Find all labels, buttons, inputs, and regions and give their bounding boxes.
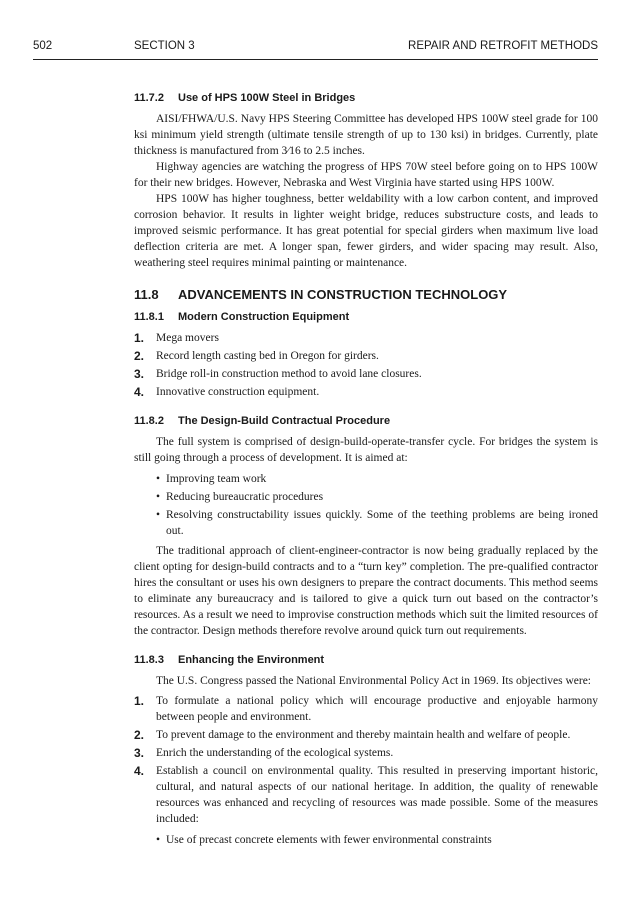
item-number: 4. (134, 385, 145, 399)
item-number: 1. (134, 331, 145, 345)
item-text: To prevent damage to the environment and thereby maintain health and welfare of people. (156, 729, 571, 741)
item-number: 1. (134, 694, 145, 708)
paragraph: Highway agencies are watching the progress of HPS 70W steel before going on to HPS 100W for their new bridges. However, Nebraska and West Virginia have started using HPS 100W. (134, 161, 598, 189)
paragraph: AISI/FHWA/U.S. Navy HPS Steering Committee has developed HPS 100W steel grade for 100 ksi minimum yield strength (ultimate tensile strength of up to 130 ksi) in bridges. Currently, plate thickness is manufactured from 3⁄16 to 2.5 inches. (134, 113, 598, 157)
numbered-list (134, 330, 598, 400)
item-text: Mega movers (156, 332, 219, 344)
section-title: Enhancing the Environment (178, 654, 325, 666)
paragraph: The full system is comprised of design-build-operate-transfer cycle. For bridges the system is still going through a process of development. It is aimed at: (134, 436, 598, 464)
section-title: Modern Construction Equipment (178, 311, 350, 323)
paragraph: HPS 100W has higher toughness, better weldability with a low carbon content, and improved corrosion behavior. It results in lighter weight bridge, reduces substructure costs, and leads to improved seismic performance. It has great potential for special girders when maximum live load deflection criteria are met. A longer span, fewer girders, and wider spacing may result. Also, weathering steel requires minimal painting or maintenance. (134, 193, 598, 269)
bullet-icon: • (156, 491, 161, 503)
header-rule (33, 59, 598, 60)
item-number: 2. (134, 349, 145, 363)
list-item (134, 727, 598, 743)
section-number: 11.8.3 (134, 654, 164, 666)
item-text: Record length casting bed in Oregon for girders. (156, 350, 379, 362)
section-heading (134, 309, 598, 325)
section-title: ADVANCEMENTS IN CONSTRUCTION TECHNOLOGY (178, 287, 508, 302)
item-text: Enrich the understanding of the ecological systems. (156, 747, 394, 759)
item-number: 3. (134, 746, 145, 760)
section-heading (134, 90, 598, 106)
section-title: Use of HPS 100W Steel in Bridges (178, 92, 356, 104)
item-text: Innovative construction equipment. (156, 386, 320, 398)
item-number: 3. (134, 367, 145, 381)
paragraph: The U.S. Congress passed the National Environmental Policy Act in 1969. Its objectives were: (156, 675, 592, 687)
section-label: SECTION 3 (134, 40, 195, 52)
bullet-list (134, 832, 598, 848)
section-heading (134, 413, 598, 429)
chapter-section-heading (134, 287, 598, 303)
item-text: Use of precast concrete elements with fewer environmental constraints (166, 834, 492, 846)
section-heading (134, 652, 598, 668)
section-title: The Design-Build Contractual Procedure (178, 415, 391, 427)
bullet-icon: • (156, 473, 161, 485)
bullet-list (134, 471, 598, 539)
section-11-8-3 (134, 652, 598, 848)
numbered-list (134, 693, 598, 827)
list-item (134, 489, 598, 505)
bullet-icon: • (156, 509, 161, 521)
section-number: 11.8.2 (134, 415, 164, 427)
section-number: 11.7.2 (134, 92, 164, 104)
body-content (134, 90, 598, 852)
item-text: Establish a council on environmental quality. This resulted in preserving important historic, cultural, and natural aspects of our national heritage. In addition, the quality of renewable resources was enhanced and recycling of resources was made possible. Some of the measures included: (156, 765, 598, 825)
list-item (134, 832, 598, 848)
bullet-icon: • (156, 834, 161, 846)
item-text: Bridge roll-in construction method to avoid lane closures. (156, 368, 422, 380)
item-text: Resolving constructability issues quickly. Some of the teething problems are being ironed out. (166, 509, 598, 537)
item-number: 4. (134, 764, 145, 778)
section-11-8-2 (134, 413, 598, 639)
section-11-7-2 (134, 90, 598, 271)
section-number: 11.8.1 (134, 311, 164, 323)
section-number: 11.8 (134, 287, 159, 302)
list-item (134, 745, 598, 761)
running-header (33, 40, 598, 58)
page-number: 502 (33, 40, 53, 52)
item-text: To formulate a national policy which will encourage productive and enjoyable harmony between people and environment. (156, 695, 598, 723)
list-item (134, 330, 598, 346)
item-text: Reducing bureaucratic procedures (166, 491, 324, 503)
list-item (134, 763, 598, 827)
paragraph: The traditional approach of client-engineer-contractor is now being gradually replaced by the client opting for design-build contracts and to a “turn key” completion. The pre-qualified contractor hires the consultant or uses his own designers to prepare the contract documents. This method seems to eliminate any bureaucracy and is tailored to give a quick turn out based on the contractor’s resources. As a result we need to improvise construction methods which suit the limited resources of the contractor. Design methods therefore revolve around quick turn out requirements. (134, 545, 598, 637)
list-item (134, 366, 598, 382)
list-item (134, 348, 598, 364)
chapter-title: REPAIR AND RETROFIT METHODS (408, 40, 598, 52)
item-number: 2. (134, 728, 145, 742)
list-item (134, 471, 598, 487)
section-11-8-1 (134, 309, 598, 400)
list-item (134, 693, 598, 725)
item-text: Improving team work (166, 473, 267, 485)
list-item (134, 507, 598, 539)
list-item (134, 384, 598, 400)
